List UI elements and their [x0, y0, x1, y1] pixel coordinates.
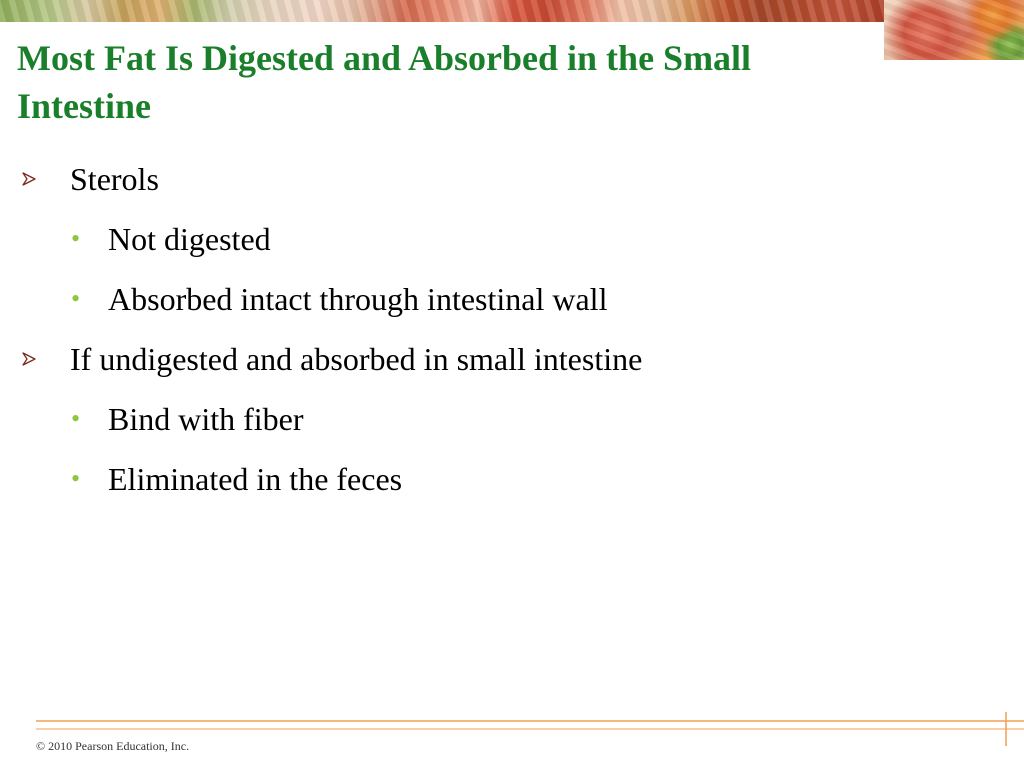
bullet-text: Sterols — [70, 161, 159, 197]
bullet-level2 — [0, 390, 1000, 450]
food-photo-corner — [884, 0, 1024, 60]
sub-bullet-dot: • — [71, 464, 81, 493]
bullet-text: If undigested and absorbed in small intestine — [70, 341, 643, 377]
sub-bullet-text: Not digested — [108, 221, 271, 257]
arrowhead-bullet-icon — [22, 172, 36, 186]
sub-bullet-dot: • — [71, 284, 81, 313]
sub-bullet-dot: • — [71, 404, 81, 433]
bullet-level1 — [0, 330, 1000, 390]
sub-bullet-text: Absorbed intact through intestinal wall — [108, 281, 608, 317]
sub-bullet-text: Eliminated in the feces — [108, 461, 403, 497]
copyright-footer: © 2010 Pearson Education, Inc. — [36, 739, 190, 753]
sub-bullet-dot: • — [71, 224, 81, 253]
arrowhead-bullet-icon — [22, 352, 36, 366]
slide-content — [0, 150, 1000, 510]
slide-title: Most Fat Is Digested and Absorbed in the Small Intestine — [17, 38, 752, 126]
bullet-level1 — [0, 150, 1000, 210]
food-photo-banner — [0, 0, 884, 22]
sub-bullet-text: Bind with fiber — [108, 401, 304, 437]
bullet-level2 — [0, 210, 1000, 270]
bullet-level2 — [0, 270, 1000, 330]
bullet-level2 — [0, 450, 1000, 510]
